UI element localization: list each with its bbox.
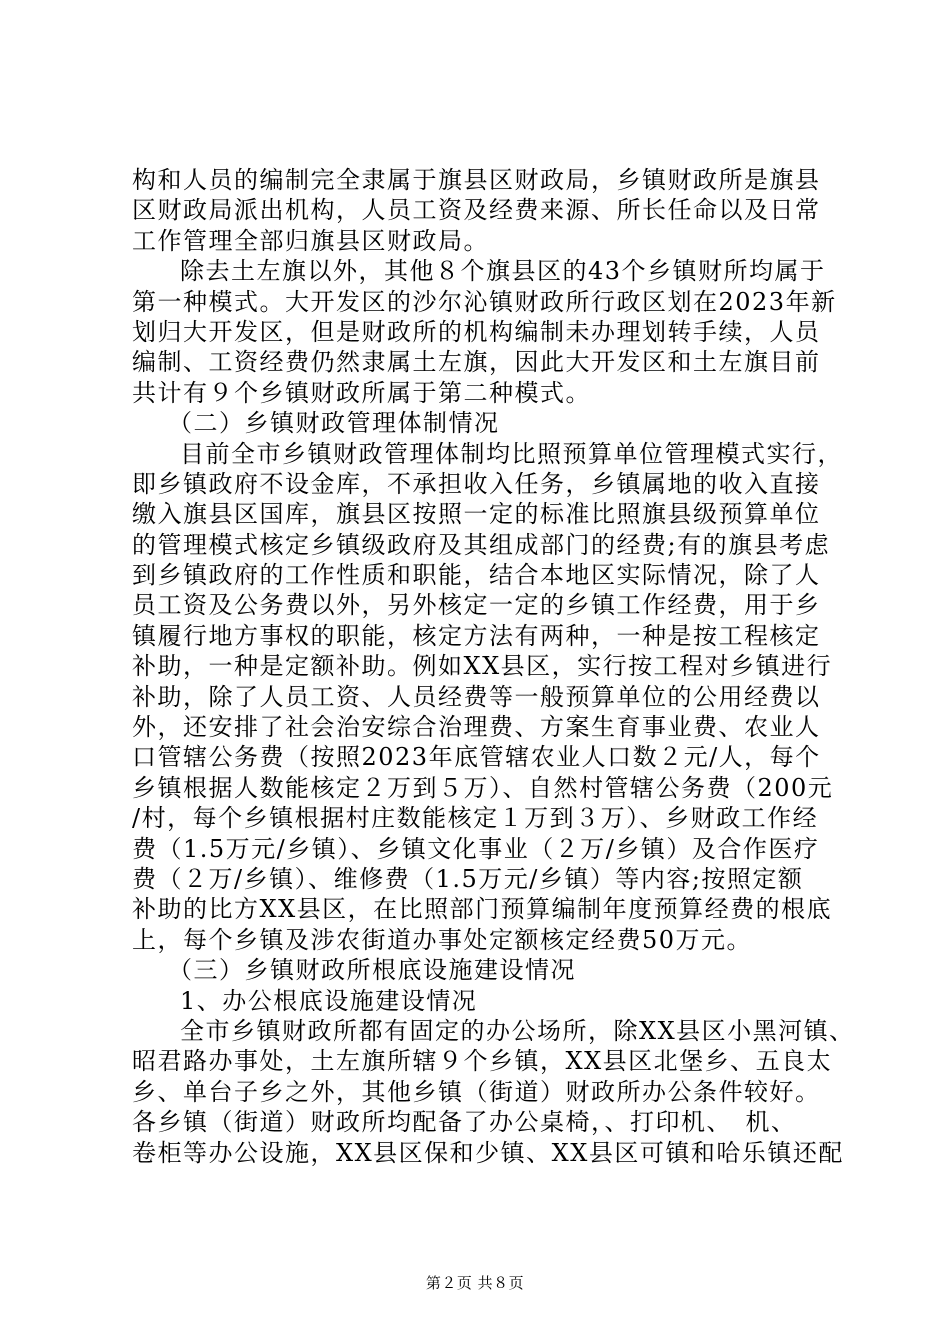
paragraph-start-line: 目前全市乡镇财政管理体制均比照预算单位管理模式实行， <box>180 439 843 468</box>
text-line: 镇履行地方事权的职能，核定方法有两种，一种是按工程核定 <box>132 621 821 650</box>
text-line: /村，每个乡镇根据村庄数能核定１万到３万）、乡财政工作经 <box>132 804 819 833</box>
text-line: 划归大开发区，但是财政所的机构编制未办理划转手续，人员 <box>132 317 821 346</box>
body-text <box>132 165 855 1168</box>
text-line: 的管理模式核定乡镇级政府及其组成部门的经费;有的旗县考虑 <box>132 530 831 559</box>
paragraph-start-line: 全市乡镇财政所都有固定的办公场所，除XX县区小黑河镇、 <box>180 1016 855 1045</box>
text-line: 各乡镇（街道）财政所均配备了办公桌椅，、打印机、 机、 <box>132 1108 797 1137</box>
text-line: 昭君路办事处，土左旗所辖９个乡镇，XX县区北堡乡、五良太 <box>132 1047 833 1076</box>
text-line: 口管辖公务费（按照2023年底管辖农业人口数２元/人，每个 <box>132 743 821 772</box>
text-line: 工作管理全部归旗县区财政局。 <box>132 226 489 255</box>
text-line: 共计有９个乡镇财政所属于第二种模式。 <box>132 378 591 407</box>
text-line: 乡镇根据人数能核定２万到５万）、自然村管辖公务费（200元 <box>132 773 834 802</box>
text-line: 构和人员的编制完全隶属于旗县区财政局，乡镇财政所是旗县 <box>132 166 821 194</box>
text-line: 到乡镇政府的工作性质和职能，结合本地区实际情况，除了人 <box>132 561 821 590</box>
text-line: 即乡镇政府不设金库，不承担收入任务，乡镇属地的收入直接 <box>132 469 821 498</box>
text-line: 费（1.5万元/乡镇）、乡镇文化事业（２万/乡镇）及合作医疗 <box>132 834 820 863</box>
text-line: 外，还安排了社会治安综合治理费、方案生育事业费、农业人 <box>132 713 821 742</box>
section-heading: （三）乡镇财政所根底设施建设情况 <box>168 956 576 985</box>
text-line: 补助的比方XX县区，在比照部门预算编制年度预算经费的根底 <box>132 895 833 924</box>
page-number-footer: 第２页 共８页 <box>425 1274 525 1292</box>
text-line: 员工资及公务费以外，另外核定一定的乡镇工作经费，用于乡 <box>132 591 821 620</box>
text-line: 编制、工资经费仍然隶属土左旗，因此大开发区和土左旗目前 <box>132 348 821 377</box>
text-line: 补助，一种是定额补助。例如XX县区，实行按工程对乡镇进行 <box>132 652 833 681</box>
section-heading: （二）乡镇财政管理体制情况 <box>168 409 500 438</box>
text-line: 卷柜等办公设施，XX县区保和少镇、XX县区可镇和哈乐镇还配 <box>132 1138 844 1167</box>
subsection-heading: 1、办公根底设施建设情况 <box>180 986 478 1015</box>
text-line: 区财政局派出机构，人员工资及经费来源、所长任命以及日常 <box>132 196 821 225</box>
text-line: 补助，除了人员工资、人员经费等一般预算单位的公用经费以 <box>132 682 821 711</box>
text-line: 缴入旗县区国库，旗县区按照一定的标准比照旗县级预算单位 <box>132 500 821 529</box>
text-line: 第一种模式。大开发区的沙尔沁镇财政所行政区划在2023年新 <box>132 287 837 316</box>
text-line: 费（２万/乡镇）、维修费（1.5万元/乡镇）等内容;按照定额 <box>132 864 804 893</box>
text-line: 上，每个乡镇及涉农街道办事处定额核定经费50万元。 <box>132 925 753 954</box>
text-line: 乡、单台子乡之外，其他乡镇（街道）财政所办公条件较好。 <box>132 1077 821 1106</box>
paragraph-start-line: 除去土左旗以外，其他８个旗县区的43个乡镇财所均属于 <box>180 257 826 286</box>
